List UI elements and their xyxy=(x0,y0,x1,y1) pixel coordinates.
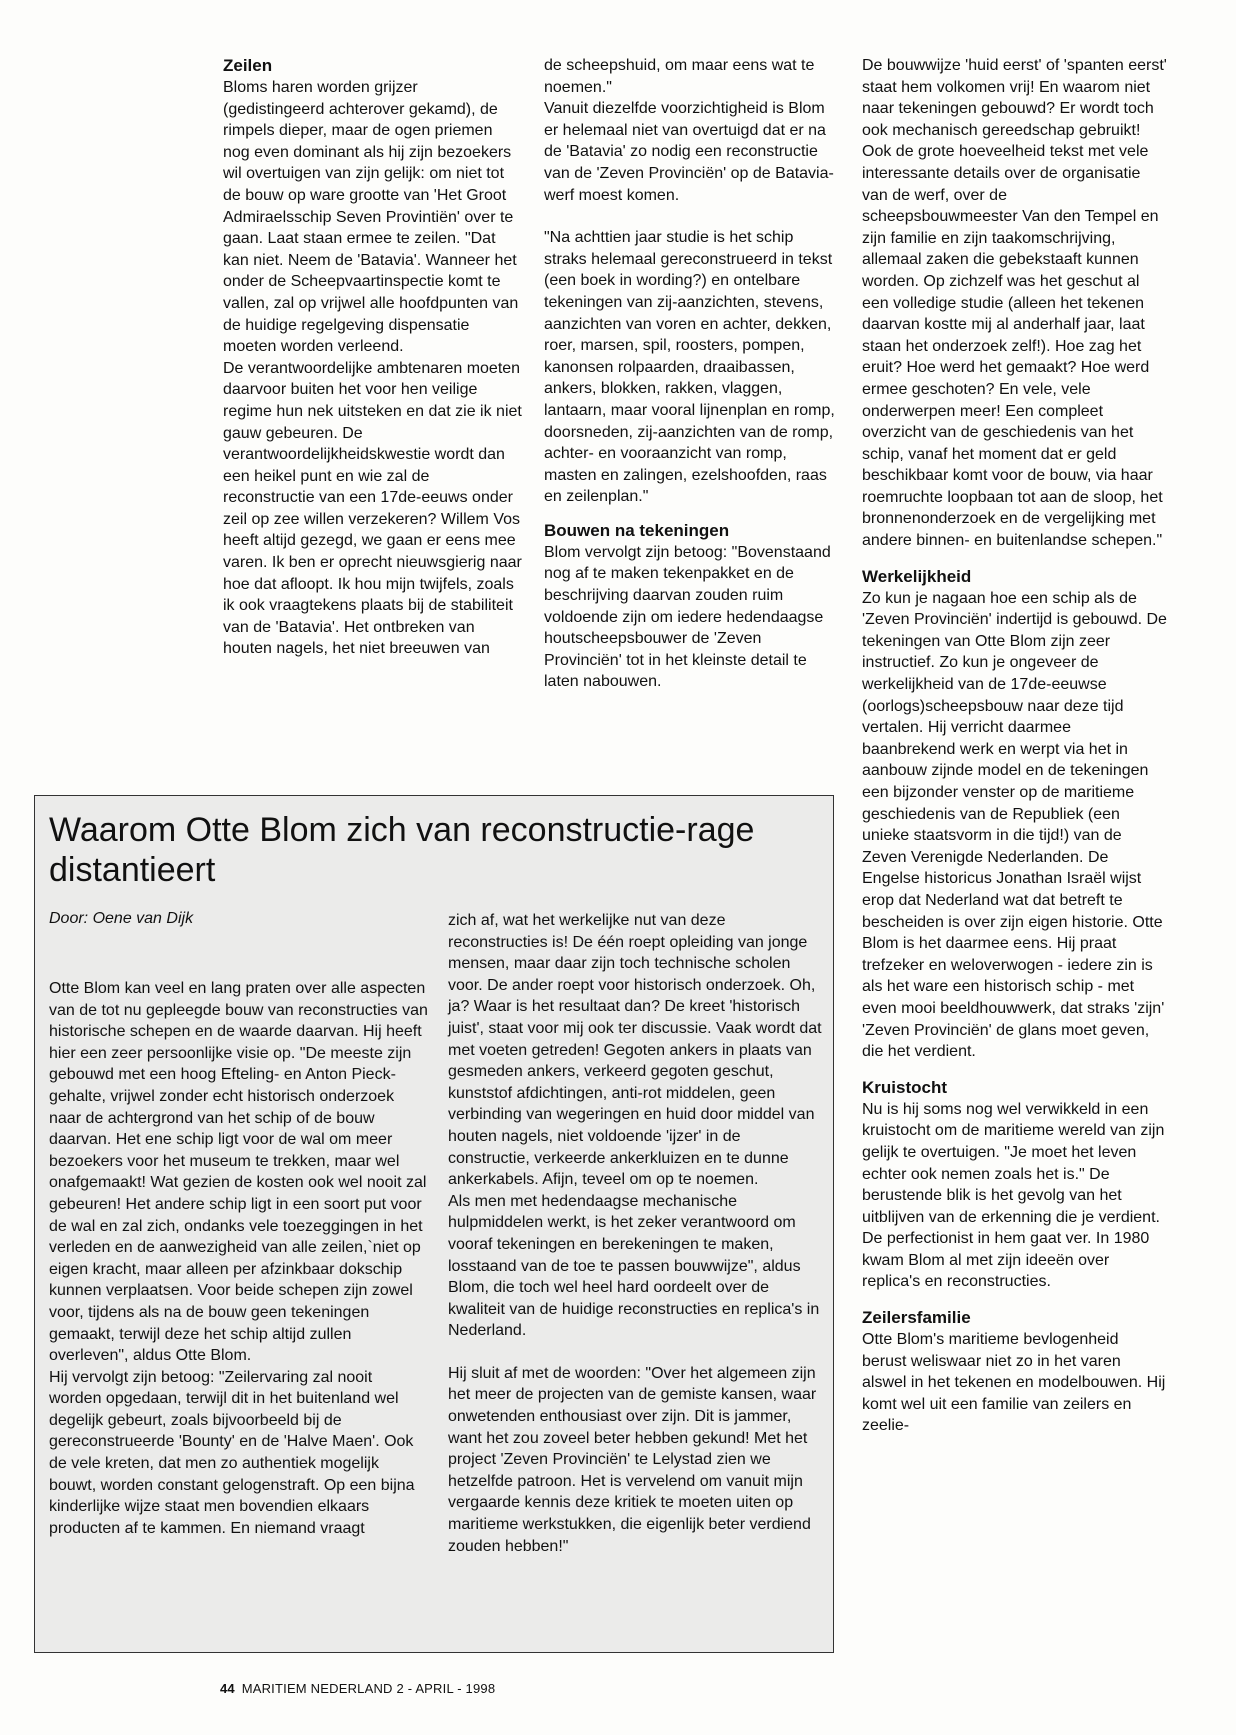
paragraph: Bloms haren worden grijzer (gedistingeerd achterover gekamd), de rimpels dieper, maar de ogen priemen nog even dominant als hij zijn bezoekers wil overtuigen van zijn gelijk: om niet tot de bouw op ware grootte van 'Het Groot Admiraelsschip Seven Provintiën' over te gaan. Laat staan ermee te zeilen. "Dat kan niet. Neem de 'Batavia'. Wanneer het onder de Scheepvaartinspectie komt te vallen, zal op vrijwel alle hoofdpunten van de huidige regelgeving dispensatie moeten worden verleend. xyxy=(223,79,519,356)
article-column-3 xyxy=(862,55,1167,1437)
sidebar-box xyxy=(34,795,834,1653)
page-footer xyxy=(220,1681,495,1696)
publication-info: MARITIEM NEDERLAND 2 - APRIL - 1998 xyxy=(241,1681,496,1696)
paragraph: Hij vervolgt zijn betoog: "Zeilervaring zal nooit worden opgedaan, terwijl dit in het buitenland wel degelijk gebeurt, zoals bijvoorbeeld bij de gereconstrueerde 'Bounty' en de 'Halve Maen'. Ook de vele kreten, dat men zo authentiek mogelijk bouwt, worden constant gelogenstraft. Op een bijna kinderlijke wijze staat men bovendien elkaars producten af te kammen. En niemand vraagt xyxy=(49,1368,415,1537)
byline: Door: Oene van Dijk xyxy=(49,910,194,927)
section-heading-kruistocht: Kruistocht xyxy=(862,1077,947,1097)
paragraph: De verantwoordelijke ambtenaren moeten daarvoor buiten het voor hen veilige regime hun nek uitsteken en dat zie ik niet gauw gebeuren. De verantwoordelijkheidskwestie wordt dan een heikel punt en wie zal de reconstructie van een 17de-eeuws onder zeil op zee willen verzekeren? Willem Vos heeft altijd gezegd, we gaan er eens mee varen. Ik ben er oprecht nieuwsgierig naar hoe dat afloopt. Ik hou mijn twijfels, zoals ik ook vraagtekens plaats bij de stabiliteit van de 'Batavia'. Het ontbreken van houten nagels, het niet breeuwen van xyxy=(223,359,522,658)
paragraph: Vanuit diezelfde voorzichtigheid is Blom er helemaal niet van overtuigd dat er na de 'Batavia' zo nodig een reconstructie van de 'Zeven Provinciën' op de Batavia-werf moest komen. xyxy=(544,100,834,204)
box-column-1 xyxy=(49,978,429,1539)
section-heading-bouwen: Bouwen na tekeningen xyxy=(544,520,730,540)
paragraph: Otte Blom's maritieme bevlogenheid berust weliswaar niet zo in het varen alswel in het tekenen en modelbouwen. Hij komt wel uit een familie van zeilers en zeelie- xyxy=(862,1331,1166,1435)
paragraph: zich af, wat het werkelijke nut van deze reconstructies is! De één roept opleiding van jonge mensen, maar daar zijn toch technische scholen voor. De ander roept voor historisch onderzoek. Oh, ja? Waar is het resultaat dan? De kreet 'historisch juist', staat voor mij ook ter discussie. Vaak wordt dat met voeten getreden! Gegoten ankers in plaats van gesmeden ankers, verkeerd gegoten geschut, kunststof afdichtingen, anti-rot middelen, geen verbinding van wegeringen en huid door middel van houten nagels, niet voldoende 'ijzer' in de constructie, verkeerde ankerkluizen en te dunne ankerkabels. Afijn, teveel om op te noemen. xyxy=(448,912,822,1189)
section-heading-zeilen: Zeilen xyxy=(223,56,273,75)
page-number: 44 xyxy=(220,1681,235,1696)
paragraph: Blom vervolgt zijn betoog: "Bovenstaand nog af te maken tekenpakket en de beschrijving daarvan zouden ruim voldoende zijn om iedere hedendaagse houtscheepsbouwer de 'Zeven Provinciën' tot in het kleinste detail te laten nabouwen. xyxy=(544,543,831,691)
box-column-2 xyxy=(448,910,823,1557)
paragraph: Nu is hij soms nog wel verwikkeld in een kruistocht om de maritieme wereld van zijn gelijk te overtuigen. "Je moet het leven echter ook nemen zoals het is." De berustende blik is het gevolg van het uitblijven van de erkenning die je verdient. De perfectionist in hem gaat ver. In 1980 kwam Blom al met zijn ideeën over replica's en reconstructies. xyxy=(862,1100,1165,1291)
section-heading-werkelijkheid: Werkelijkheid xyxy=(862,566,972,586)
paragraph: Otte Blom kan veel en lang praten over alle aspecten van de tot nu gepleegde bouw van reconstructies van historische schepen en de waarde daarvan. Hij heeft hier een zeer persoonlijke visie op. "De meeste zijn gebouwd met een hoog Efteling- en Anton Pieck-gehalte, vrijwel zonder echt historisch onderzoek naar de achtergrond van het schip of de bouw daarvan. Het ene schip ligt voor de wal om meer bezoekers voor het museum te trekken, maar wel onafgemaakt! Wat gezien de kosten ook wel nooit zal gebeuren! Het andere schip ligt in een soort put voor de wal en zal zich, ondanks vele toezeggingen in het verleden en de aanwezigheid van alle zeilen,`niet op eigen kracht, maar alleen per afzinkbaar dokschip kunnen verplaatsen. Voor beide schepen zijn zowel voor, tijdens als na de bouw geen tekeningen gemaakt, terwijl deze het schip altijd zullen overleven", aldus Otte Blom. xyxy=(49,980,428,1365)
paragraph: Hij sluit af met de woorden: "Over het algemeen zijn het meer de projecten van de gemiste kansen, waar onwetenden enthousiast over zijn. Dit is jammer, want het zou zoveel beter hebben gekund! Met het project 'Zeven Provinciën' te Lelystad zien we hetzelfde patroon. Het is vervelend om vanuit mijn vergaarde kennis deze kritiek te moeten uiten op maritieme werkstukken, die eigenlijk beter verdiend zouden hebben!" xyxy=(448,1364,817,1555)
article-column-2 xyxy=(544,55,839,693)
paragraph: de scheepshuid, om maar eens wat te noemen." xyxy=(544,57,815,96)
section-heading-zeilersfamilie: Zeilersfamilie xyxy=(862,1308,971,1328)
box-title: Waarom Otte Blom zich van reconstructie-rage distantieert xyxy=(49,811,755,889)
article-column-1 xyxy=(223,55,523,660)
paragraph: De bouwwijze 'huid eerst' of 'spanten eerst' staat hem volkomen vrij! En waarom niet naar tekeningen gebouwd? Er wordt toch ook mechanisch gereedschap gebruikt! Ook de grote hoeveelheid tekst met vele interessante details over de organisatie van de werf, over de scheepsbouwmeester Van den Tempel en zijn familie en zijn taakomschrijving, allemaal zaken die gebekstaaft kunnen worden. Op zichzelf was het geschut al een volledige studie (alleen het tekenen daarvan kostte mij al anderhalf jaar, laat staan het onderzoek zelf!). Hoe zag het eruit? Hoe werd het gemaakt? Hoe werd ermee geschoten? En vele, vele onderwerpen meer! Een compleet overzicht van de geschiedenis van het schip, vanaf het moment dat er geld beschikbaar komt voor de bouw, via haar roemruchte loopbaan tot aan de sloop, het bronnenonderzoek en de vergelijking met andere binnen- en buitenlandse schepen." xyxy=(862,57,1167,550)
paragraph: Zo kun je nagaan hoe een schip als de 'Zeven Provinciën' indertijd is gebouwd. De tekeningen van Otte Blom zijn zeer instructief. Zo kun je ongeveer de werkelijkheid van de 17de-eeuwse (oorlogs)scheepsbouw naar deze tijd vertalen. Hij verricht daarmee baanbrekend werk en werpt via het in aanbouw zijnde model en de tekeningen een bijzonder venster op de maritieme geschiedenis van de Republiek (een unieke staatsvorm in die tijd!) van de Zeven Verenigde Nederlanden. De Engelse historicus Jonathan Israël wijst erop dat Nederland wat dat betreft te bescheiden is over zijn eigen historie. Otte Blom is het daarmee eens. Hij praat trefzeker en weloverwogen - iedere zin is als het ware een historisch schip - met even mooi beeldhouwwerk, dat straks 'zijn' 'Zeven Provinciën' de glans moet geven, die het verdient. xyxy=(862,589,1167,1061)
paragraph: Als men met hedendaagse mechanische hulpmiddelen werkt, is het zeker verantwoord om vooraf tekeningen en berekeningen te maken, losstaand van de toe te passen bouwwijze", aldus Blom, die toch wel heel hard oordeelt over de kwaliteit van de huidige reconstructies en replica's in Nederland. xyxy=(448,1192,820,1340)
paragraph: "Na achttien jaar studie is het schip straks helemaal gereconstrueerd in tekst (een boek in wording?) en ontelbare tekeningen van zij-aanzichten, stevens, aanzichten van voren en achter, dekken, roer, marsen, spil, roosters, pompen, kanonsen rolpaarden, draaibassen, ankers, blokken, rakken, vlaggen, lantaarn, maar vooral lijnenplan en romp, doorsneden, zij-aanzichten van de romp, achter- en vooraanzicht van romp, masten en zalingen, ezelshoofden, raas en zeilenplan." xyxy=(544,229,835,506)
